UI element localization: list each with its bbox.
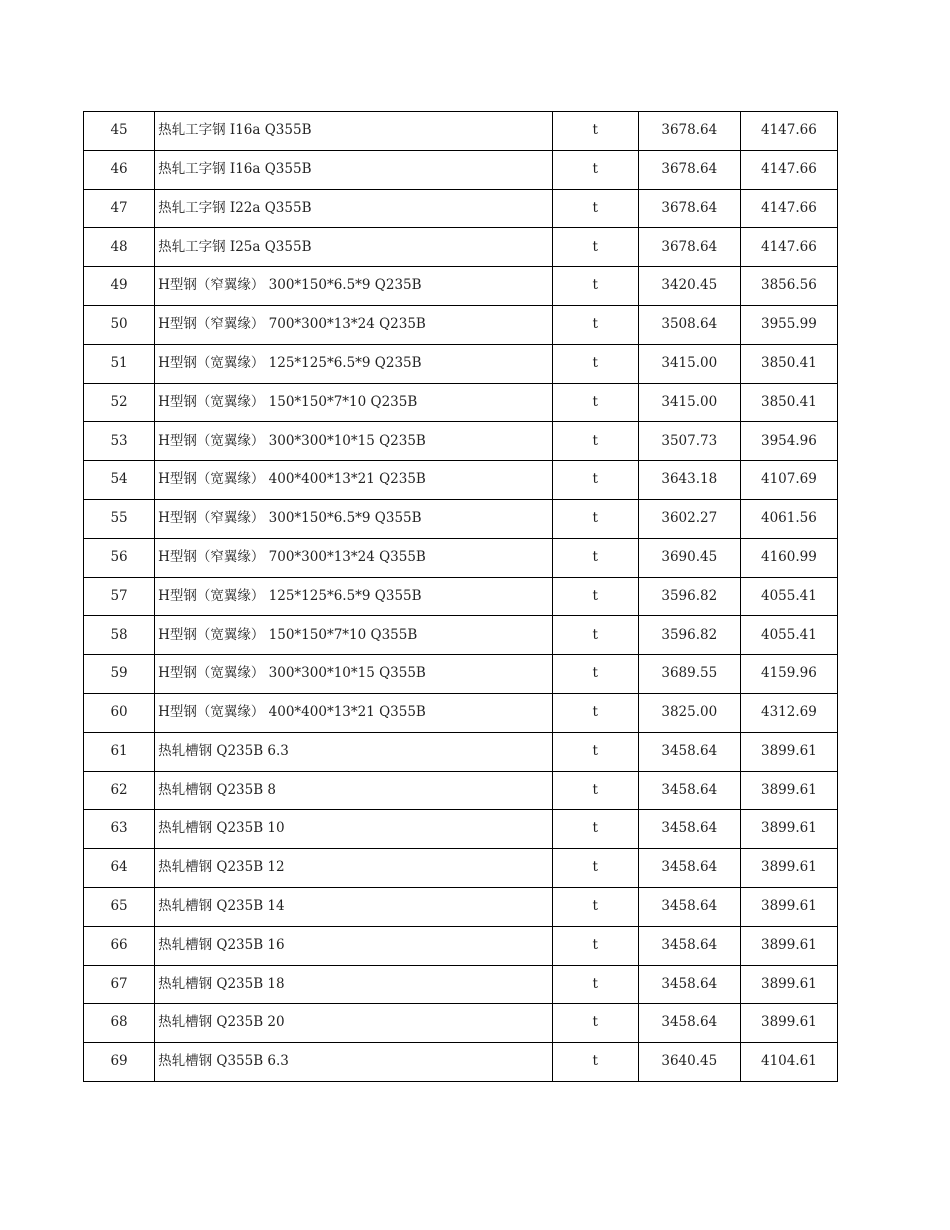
price-excl-cell: 3420.45 [638, 267, 740, 306]
table-row [84, 228, 838, 267]
material-name-cell: H型钢（宽翼缘） 150*150*7*10 Q235B [155, 383, 553, 422]
unit-cell: t [552, 422, 638, 461]
price-table-body [84, 112, 838, 1082]
row-number-cell: 56 [84, 538, 155, 577]
price-incl-cell: 3955.99 [740, 305, 837, 344]
unit-cell: t [552, 577, 638, 616]
table-row [84, 112, 838, 151]
material-name-cell: H型钢（宽翼缘） 400*400*13*21 Q235B [155, 461, 553, 500]
unit-cell: t [552, 887, 638, 926]
row-number-cell: 65 [84, 887, 155, 926]
unit-cell: t [552, 267, 638, 306]
row-number-cell: 62 [84, 771, 155, 810]
unit-cell: t [552, 228, 638, 267]
price-incl-cell: 3899.61 [740, 732, 837, 771]
price-excl-cell: 3825.00 [638, 693, 740, 732]
table-row [84, 616, 838, 655]
table-row [84, 1043, 838, 1082]
table-row [84, 849, 838, 888]
price-incl-cell: 3899.61 [740, 849, 837, 888]
row-number-cell: 46 [84, 150, 155, 189]
price-incl-cell: 3856.56 [740, 267, 837, 306]
price-incl-cell: 3899.61 [740, 810, 837, 849]
row-number-cell: 58 [84, 616, 155, 655]
table-row [84, 1004, 838, 1043]
row-number-cell: 49 [84, 267, 155, 306]
unit-cell: t [552, 150, 638, 189]
price-incl-cell: 3899.61 [740, 926, 837, 965]
material-name-cell: H型钢（窄翼缘） 700*300*13*24 Q235B [155, 305, 553, 344]
table-row [84, 383, 838, 422]
unit-cell: t [552, 1043, 638, 1082]
price-excl-cell: 3596.82 [638, 577, 740, 616]
material-name-cell: 热轧工字钢 I16a Q355B [155, 150, 553, 189]
price-incl-cell: 4055.41 [740, 577, 837, 616]
price-table [83, 111, 838, 1082]
price-excl-cell: 3458.64 [638, 810, 740, 849]
price-incl-cell: 4312.69 [740, 693, 837, 732]
material-name-cell: H型钢（窄翼缘） 300*150*6.5*9 Q355B [155, 499, 553, 538]
table-row [84, 538, 838, 577]
price-excl-cell: 3678.64 [638, 228, 740, 267]
material-name-cell: H型钢（窄翼缘） 700*300*13*24 Q355B [155, 538, 553, 577]
material-name-cell: 热轧工字钢 I16a Q355B [155, 112, 553, 151]
material-name-cell: H型钢（宽翼缘） 400*400*13*21 Q355B [155, 693, 553, 732]
price-excl-cell: 3415.00 [638, 383, 740, 422]
row-number-cell: 52 [84, 383, 155, 422]
material-name-cell: H型钢（窄翼缘） 300*150*6.5*9 Q235B [155, 267, 553, 306]
table-row [84, 461, 838, 500]
material-name-cell: H型钢（宽翼缘） 300*300*10*15 Q355B [155, 655, 553, 694]
price-incl-cell: 3899.61 [740, 965, 837, 1004]
unit-cell: t [552, 383, 638, 422]
row-number-cell: 69 [84, 1043, 155, 1082]
price-incl-cell: 4160.99 [740, 538, 837, 577]
table-row [84, 887, 838, 926]
price-excl-cell: 3508.64 [638, 305, 740, 344]
table-row [84, 965, 838, 1004]
table-row [84, 499, 838, 538]
table-row [84, 422, 838, 461]
table-row [84, 189, 838, 228]
unit-cell: t [552, 926, 638, 965]
price-excl-cell: 3690.45 [638, 538, 740, 577]
row-number-cell: 55 [84, 499, 155, 538]
unit-cell: t [552, 616, 638, 655]
unit-cell: t [552, 771, 638, 810]
row-number-cell: 45 [84, 112, 155, 151]
price-excl-cell: 3458.64 [638, 849, 740, 888]
row-number-cell: 59 [84, 655, 155, 694]
material-name-cell: H型钢（宽翼缘） 150*150*7*10 Q355B [155, 616, 553, 655]
price-excl-cell: 3596.82 [638, 616, 740, 655]
row-number-cell: 64 [84, 849, 155, 888]
unit-cell: t [552, 693, 638, 732]
unit-cell: t [552, 344, 638, 383]
row-number-cell: 61 [84, 732, 155, 771]
price-incl-cell: 4147.66 [740, 189, 837, 228]
price-incl-cell: 3899.61 [740, 771, 837, 810]
material-name-cell: 热轧工字钢 I25a Q355B [155, 228, 553, 267]
material-name-cell: 热轧槽钢 Q235B 8 [155, 771, 553, 810]
price-excl-cell: 3678.64 [638, 189, 740, 228]
unit-cell: t [552, 461, 638, 500]
row-number-cell: 48 [84, 228, 155, 267]
row-number-cell: 53 [84, 422, 155, 461]
table-row [84, 655, 838, 694]
row-number-cell: 57 [84, 577, 155, 616]
row-number-cell: 66 [84, 926, 155, 965]
price-incl-cell: 4104.61 [740, 1043, 837, 1082]
row-number-cell: 63 [84, 810, 155, 849]
price-excl-cell: 3458.64 [638, 1004, 740, 1043]
price-incl-cell: 4147.66 [740, 112, 837, 151]
price-incl-cell: 3899.61 [740, 1004, 837, 1043]
unit-cell: t [552, 810, 638, 849]
price-excl-cell: 3458.64 [638, 732, 740, 771]
row-number-cell: 67 [84, 965, 155, 1004]
row-number-cell: 54 [84, 461, 155, 500]
unit-cell: t [552, 538, 638, 577]
table-row [84, 150, 838, 189]
material-name-cell: H型钢（宽翼缘） 125*125*6.5*9 Q235B [155, 344, 553, 383]
price-incl-cell: 4159.96 [740, 655, 837, 694]
unit-cell: t [552, 655, 638, 694]
material-name-cell: 热轧槽钢 Q235B 18 [155, 965, 553, 1004]
price-incl-cell: 3954.96 [740, 422, 837, 461]
price-excl-cell: 3458.64 [638, 926, 740, 965]
material-name-cell: 热轧槽钢 Q355B 6.3 [155, 1043, 553, 1082]
material-name-cell: 热轧槽钢 Q235B 6.3 [155, 732, 553, 771]
price-incl-cell: 3899.61 [740, 887, 837, 926]
table-row [84, 344, 838, 383]
price-excl-cell: 3458.64 [638, 887, 740, 926]
price-excl-cell: 3458.64 [638, 965, 740, 1004]
material-name-cell: 热轧槽钢 Q235B 20 [155, 1004, 553, 1043]
row-number-cell: 51 [84, 344, 155, 383]
material-name-cell: 热轧槽钢 Q235B 12 [155, 849, 553, 888]
table-row [84, 732, 838, 771]
price-excl-cell: 3643.18 [638, 461, 740, 500]
price-incl-cell: 3850.41 [740, 383, 837, 422]
price-incl-cell: 4061.56 [740, 499, 837, 538]
row-number-cell: 50 [84, 305, 155, 344]
table-row [84, 810, 838, 849]
material-name-cell: H型钢（宽翼缘） 300*300*10*15 Q235B [155, 422, 553, 461]
unit-cell: t [552, 849, 638, 888]
table-row [84, 926, 838, 965]
price-excl-cell: 3458.64 [638, 771, 740, 810]
price-excl-cell: 3640.45 [638, 1043, 740, 1082]
material-name-cell: H型钢（宽翼缘） 125*125*6.5*9 Q355B [155, 577, 553, 616]
price-incl-cell: 4107.69 [740, 461, 837, 500]
price-excl-cell: 3602.27 [638, 499, 740, 538]
row-number-cell: 60 [84, 693, 155, 732]
price-excl-cell: 3507.73 [638, 422, 740, 461]
table-row [84, 771, 838, 810]
table-row [84, 577, 838, 616]
material-name-cell: 热轧工字钢 I22a Q355B [155, 189, 553, 228]
unit-cell: t [552, 305, 638, 344]
unit-cell: t [552, 499, 638, 538]
unit-cell: t [552, 112, 638, 151]
table-row [84, 305, 838, 344]
material-name-cell: 热轧槽钢 Q235B 14 [155, 887, 553, 926]
price-incl-cell: 4147.66 [740, 150, 837, 189]
row-number-cell: 68 [84, 1004, 155, 1043]
unit-cell: t [552, 1004, 638, 1043]
row-number-cell: 47 [84, 189, 155, 228]
price-incl-cell: 4055.41 [740, 616, 837, 655]
price-excl-cell: 3678.64 [638, 112, 740, 151]
unit-cell: t [552, 965, 638, 1004]
price-excl-cell: 3678.64 [638, 150, 740, 189]
price-excl-cell: 3415.00 [638, 344, 740, 383]
table-row [84, 267, 838, 306]
unit-cell: t [552, 732, 638, 771]
material-name-cell: 热轧槽钢 Q235B 10 [155, 810, 553, 849]
price-excl-cell: 3689.55 [638, 655, 740, 694]
material-name-cell: 热轧槽钢 Q235B 16 [155, 926, 553, 965]
price-incl-cell: 4147.66 [740, 228, 837, 267]
unit-cell: t [552, 189, 638, 228]
price-incl-cell: 3850.41 [740, 344, 837, 383]
table-row [84, 693, 838, 732]
